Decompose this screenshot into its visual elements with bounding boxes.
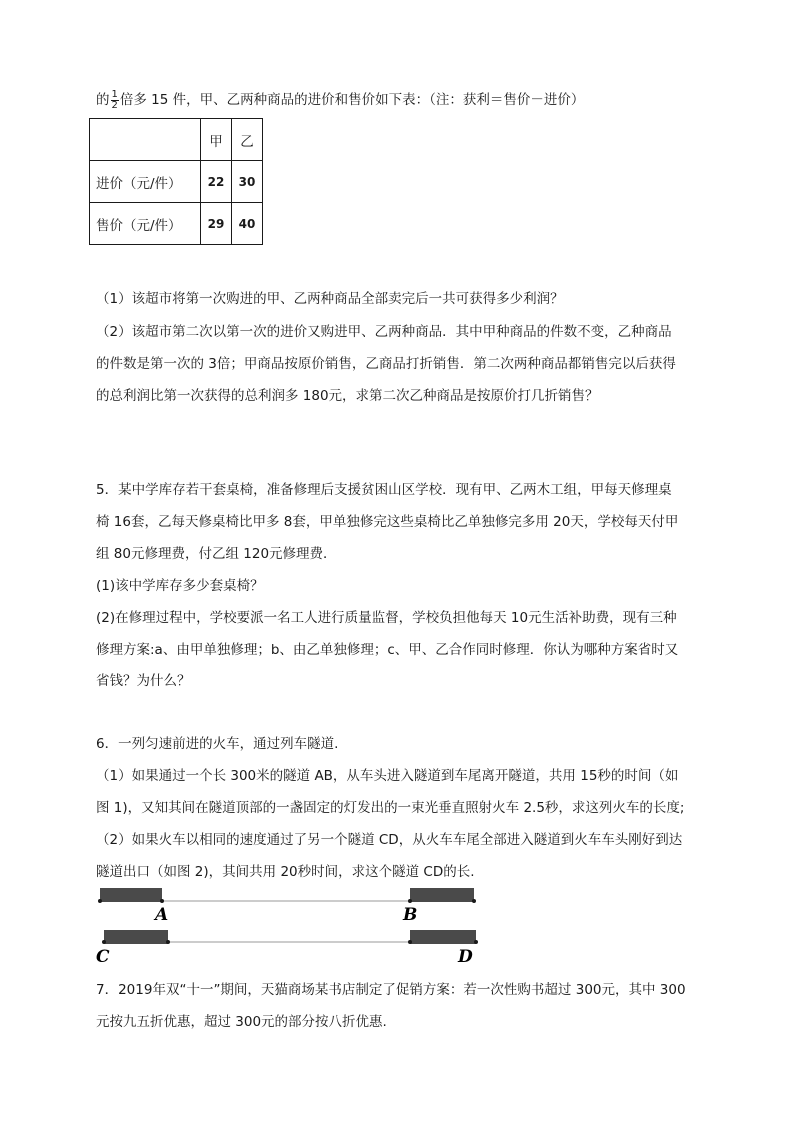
table-row <box>90 203 263 245</box>
fraction-denominator: 2 <box>111 99 118 111</box>
q7-line1: 7．2019年双“十一”期间，天猫商场某书店制定了促销方案：若一次性购书超过 300元，其中 300 <box>96 982 686 998</box>
table-corner-cell <box>90 119 201 161</box>
q5-subq1: (1)该中学库存多少套桌椅？ <box>96 578 264 594</box>
cell-sale-jia: 29 <box>201 203 232 245</box>
cell-purchase-jia: 22 <box>201 161 232 203</box>
figure-2 <box>96 930 478 967</box>
train-right-block-2 <box>410 930 476 944</box>
table-row <box>90 161 263 203</box>
label-c: C <box>96 947 110 967</box>
train-left-block-2 <box>104 930 168 944</box>
train-right-block-1 <box>410 888 474 902</box>
intro-prefix: 的 <box>96 92 110 108</box>
label-b: B <box>403 905 418 925</box>
q6-line3: 图 1)，又知其间在隧道顶部的一盏固定的灯发出的一束光垂直照射火车 2.5秒，求这列火车的长度; <box>96 800 685 816</box>
q5-subq2-line3: 省钱？为什么？ <box>96 673 191 689</box>
cell-sale-yi: 40 <box>232 203 263 245</box>
point-c <box>102 940 106 944</box>
q6-line4: （2）如果火车以相同的速度通过了另一个隧道 CD，从火车车尾全部进入隧道到火车车头刚好到达 <box>96 832 683 848</box>
point-a <box>160 899 164 903</box>
point <box>166 940 170 944</box>
row-label-sale-price: 售价（元/件） <box>90 203 201 245</box>
row-label-purchase-price: 进价（元/件） <box>90 161 201 203</box>
intro-suffix: 倍多 15 件，甲、乙两种商品的进价和售价如下表：（注：获利＝售价－进价） <box>119 92 585 108</box>
train-left-block-1 <box>100 888 162 902</box>
point <box>472 899 476 903</box>
q5-line3: 组 80元修理费，付乙组 120元修理费． <box>96 546 337 562</box>
q5-subq2-line2: 修理方案:a、由甲单独修理；b、由乙单独修理；c、甲、乙合作同时修理．你认为哪种方案省时又 <box>96 642 679 658</box>
q4-part2-line3: 的总利润比第一次获得的总利润多 180元，求第二次乙种商品是按原价打几折销售？ <box>96 388 599 404</box>
q5-line1: 5．某中学库存若干套桌椅，准备修理后支援贫困山区学校．现有甲、乙两木工组，甲每天修理桌 <box>96 482 672 498</box>
point-b <box>408 899 412 903</box>
fraction-numerator: 1 <box>111 88 118 100</box>
table-header-row <box>90 119 263 161</box>
figure-1 <box>98 888 476 925</box>
q5-line2: 椅 16套，乙每天修桌椅比甲多 8套，甲单独修完这些桌椅比乙单独修完多用 20天，学校每天付甲 <box>96 514 679 530</box>
point <box>408 940 412 944</box>
q6-line5: 隧道出口（如图 2)，其间共用 20秒时间，求这个隧道 CD的长. <box>96 864 475 880</box>
q5-subq2-line1: (2)在修理过程中，学校要派一名工人进行质量监督，学校负担他每天 10元生活补助费，现有三种 <box>96 610 677 626</box>
tunnel-figure <box>0 880 794 970</box>
fraction-one-half <box>111 90 119 111</box>
q7-line2: 元按九五折优惠，超过 300元的部分按八折优惠. <box>96 1014 387 1030</box>
label-d: D <box>458 947 473 967</box>
table-header-jia: 甲 <box>201 119 232 161</box>
cell-purchase-yi: 30 <box>232 161 263 203</box>
q4-part2-line1: （2）该超市第二次以第一次的进价又购进甲、乙两种商品．其中甲种商品的件数不变，乙种商品 <box>96 324 672 340</box>
point <box>98 899 102 903</box>
q4-part2-line2: 的件数是第一次的 3倍；甲商品按原价销售，乙商品打折销售．第二次两种商品都销售完以后获得 <box>96 356 676 372</box>
point-d <box>474 940 478 944</box>
q6-line2: （1）如果通过一个长 300米的隧道 AB，从车头进入隧道到车尾离开隧道，共用 15秒的时间（如 <box>96 768 679 784</box>
label-a: A <box>155 905 169 925</box>
intro-line <box>96 88 584 111</box>
table-header-yi: 乙 <box>232 119 263 161</box>
q4-part1: （1）该超市将第一次购进的甲、乙两种商品全部卖完后一共可获得多少利润？ <box>96 291 564 307</box>
q6-line1: 6．一列匀速前进的火车，通过列车隧道. <box>96 736 339 752</box>
price-table <box>89 118 263 245</box>
